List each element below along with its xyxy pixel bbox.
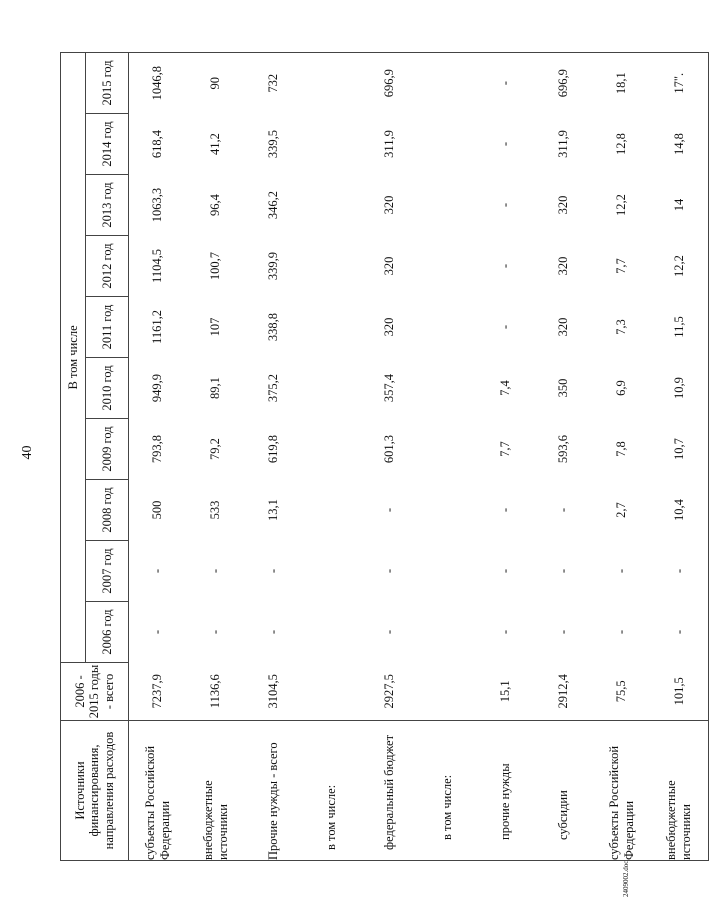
row-value: 500 (150, 500, 165, 520)
row-value (419, 419, 477, 480)
row-value: 11,5 (651, 297, 709, 358)
row-total: 2927,5 (361, 663, 419, 721)
row-value: 1063,3 (150, 187, 165, 223)
row-value: - (556, 568, 570, 574)
table-row (129, 52, 187, 860)
row-value: 41,2 (208, 133, 222, 155)
header-total: 2006 - 2015 годы - всего (61, 663, 129, 721)
header-year: 2014 год (86, 114, 129, 175)
row-value (303, 480, 361, 541)
row-value: - (498, 141, 512, 147)
row-value: 7,7 (614, 258, 628, 274)
row-value: - (477, 52, 535, 113)
row-value (303, 52, 361, 113)
header-year: 2010 год (86, 358, 129, 419)
row-value: 696,9 (361, 52, 419, 113)
row-label: внебюджетные источники (651, 721, 709, 861)
table-row (303, 52, 361, 860)
row-value: 14,8 (651, 114, 709, 175)
row-value: 7,7 (498, 441, 512, 457)
header-year: 2006 год (86, 602, 129, 663)
row-value (419, 358, 477, 419)
row-value: 90 (187, 52, 245, 113)
row-value: 6,9 (614, 380, 628, 396)
table-row (477, 52, 535, 860)
row-value: - (614, 629, 628, 635)
row-value: 7,3 (614, 319, 628, 335)
row-value: - (266, 629, 280, 635)
row-value: - (498, 263, 512, 269)
row-value: 346,2 (266, 190, 280, 220)
header-group: В том числе (61, 52, 86, 662)
row-value (419, 114, 477, 175)
header-source: Источники финансирования, направления расходов (61, 721, 129, 861)
row-value: 12,8 (614, 133, 628, 155)
header-year: 2008 год (86, 480, 129, 541)
row-label: субъекты Российской Федерации (129, 721, 187, 861)
table-row (245, 52, 303, 860)
row-value: 732 (245, 52, 303, 113)
row-value (303, 114, 361, 175)
row-value (303, 602, 361, 663)
row-value: 339,9 (266, 251, 280, 281)
row-label: субсидии (535, 721, 593, 861)
row-value: - (382, 568, 396, 574)
row-total: 101,5 (651, 663, 709, 721)
row-value: 13,1 (266, 499, 280, 521)
row-value: - (614, 568, 628, 574)
header-year: 2012 год (86, 236, 129, 297)
row-value: - (556, 629, 570, 635)
row-value: 350 (556, 378, 570, 398)
row-total: 15,1 (477, 663, 535, 721)
row-value: 793,8 (150, 434, 165, 464)
row-value: 1161,2 (150, 310, 165, 344)
row-value: 320 (382, 317, 396, 337)
row-label: Прочие нужды - всего (245, 721, 303, 861)
row-value: - (498, 507, 512, 513)
row-total: 3104,5 (245, 663, 303, 721)
row-value: 107 (208, 317, 222, 337)
row-value: - (651, 602, 709, 663)
row-value (419, 297, 477, 358)
row-value: 2,7 (614, 502, 628, 518)
header-year: 2007 год (86, 541, 129, 602)
row-value: - (498, 629, 512, 635)
row-value: 311,9 (556, 130, 570, 158)
row-value (303, 297, 361, 358)
row-label: федеральный бюджет (361, 721, 419, 861)
row-value: 10,7 (651, 419, 709, 480)
row-value: 12,2 (651, 236, 709, 297)
row-value: 618,4 (150, 129, 165, 159)
header-year: 2013 год (86, 175, 129, 236)
table-row (361, 52, 419, 860)
row-value (419, 480, 477, 541)
row-value: 949,9 (150, 373, 165, 403)
table-row (187, 52, 245, 860)
row-value: 320 (382, 256, 396, 276)
row-label: субъекты Российской Федерации (593, 721, 651, 861)
row-value: 14 (651, 175, 709, 236)
row-value: 7,8 (614, 441, 628, 457)
row-value: - (208, 629, 222, 635)
footer-code: 2409002.doc (622, 860, 630, 897)
row-value (303, 541, 361, 602)
row-value: 79,2 (208, 438, 222, 460)
row-value: - (382, 629, 396, 635)
row-value: 338,8 (266, 312, 280, 342)
row-total: 2912,4 (535, 663, 593, 721)
row-value: 1104,5 (150, 249, 165, 283)
table-row (593, 52, 651, 860)
row-value (419, 175, 477, 236)
row-value: 96,4 (208, 194, 222, 216)
row-value: 320 (556, 317, 570, 337)
row-total (303, 663, 361, 721)
row-value (419, 541, 477, 602)
row-value: - (651, 541, 709, 602)
header-year: 2015 год (86, 52, 129, 113)
row-total: 7237,9 (129, 663, 187, 721)
row-value: - (498, 568, 512, 574)
financing-table (60, 52, 709, 861)
row-label: внебюджетные источники (187, 721, 245, 861)
row-value: 7,4 (498, 380, 512, 396)
row-value: 311,9 (382, 130, 396, 158)
row-value: 320 (382, 195, 396, 215)
row-value: 10,9 (651, 358, 709, 419)
row-value: - (208, 568, 222, 574)
row-value: 533 (208, 500, 222, 520)
row-value: 89,1 (208, 377, 222, 399)
row-total: 75,5 (593, 663, 651, 721)
row-value: - (266, 568, 280, 574)
row-total: 1136,6 (187, 663, 245, 721)
row-value: 100,7 (208, 251, 222, 281)
row-value (419, 236, 477, 297)
row-label: в том числе: (419, 721, 477, 861)
row-value: 1046,8 (129, 52, 187, 113)
row-value (303, 175, 361, 236)
row-value: 10,4 (651, 480, 709, 541)
row-value: 320 (556, 195, 570, 215)
row-value (303, 358, 361, 419)
row-value: - (498, 202, 512, 208)
row-value: 12,2 (614, 194, 628, 216)
header-year: 2009 год (86, 419, 129, 480)
row-value (303, 419, 361, 480)
table-row (419, 52, 477, 860)
row-value (419, 602, 477, 663)
page-number: 40 (20, 445, 35, 460)
row-value: - (150, 568, 165, 574)
row-value: - (556, 507, 570, 513)
row-value: 17". (651, 52, 709, 113)
row-value: - (382, 507, 396, 513)
header-year: 2011 год (86, 297, 129, 358)
table-row (535, 52, 593, 860)
row-value: 339,5 (266, 129, 280, 159)
row-value: 593,6 (556, 434, 570, 464)
row-value: 18,1 (593, 52, 651, 113)
row-total (419, 663, 477, 721)
row-value: - (150, 629, 165, 635)
row-value: - (498, 324, 512, 330)
row-value: 320 (556, 256, 570, 276)
row-value: 357,4 (382, 373, 396, 403)
row-label: прочие нужды (477, 721, 535, 861)
row-value: 375,2 (266, 373, 280, 403)
row-value (419, 52, 477, 113)
row-value (303, 236, 361, 297)
row-value: 696,9 (535, 52, 593, 113)
row-value: 601,3 (382, 434, 396, 464)
row-value: 619,8 (266, 434, 280, 464)
table-row (651, 52, 709, 860)
row-label: в том числе: (303, 721, 361, 861)
